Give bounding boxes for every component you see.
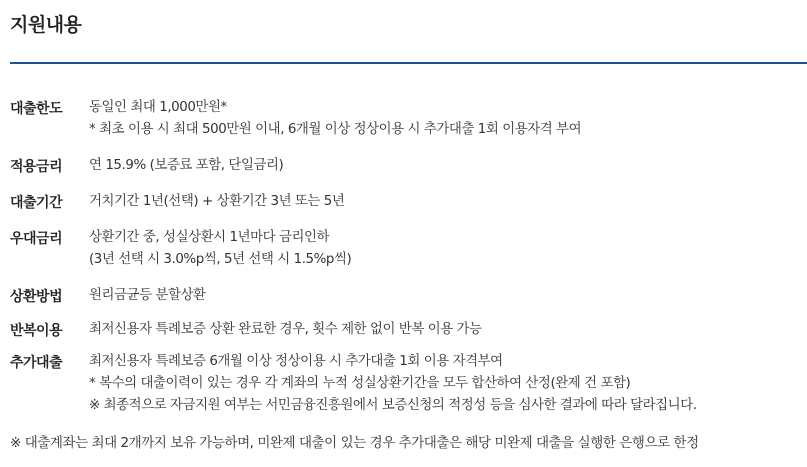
- row-label: 대출한도: [10, 101, 63, 117]
- row-text: 원리금균등 분할상환: [89, 287, 206, 303]
- row-text: 최저신용자 특례보증 상환 완료한 경우, 횟수 제한 없이 반복 이용 가능: [89, 321, 482, 337]
- row-content: [89, 284, 807, 306]
- title-divider: [10, 62, 807, 64]
- footnote: ※ 대출계좌는 최대 2개까지 보유 가능하며, 미완제 대출이 있는 경우 추가대출은 해당 미완제 대출을 실행한 은행으로 한정: [10, 435, 699, 451]
- row-text: 최저신용자 특례보증 6개월 이상 정상이용 시 추가대출 1회 이용 자격부여: [89, 353, 503, 369]
- row-content: [89, 96, 807, 140]
- row-content: [89, 318, 807, 340]
- row-note: * 복수의 대출이력이 있는 경우 각 계좌의 누적 성실상환기간을 모두 합산하여 산정(완제 건 포함): [89, 375, 631, 391]
- row-note: * 최초 이용 시 최대 500만원 이내, 6개월 이상 정상이용 시 추가대출 1회 이용자격 부여: [89, 121, 582, 137]
- row-content: [89, 226, 807, 270]
- row-text: 거치기간 1년(선택) + 상환기간 3년 또는 5년: [89, 193, 345, 209]
- row-content: [89, 190, 807, 212]
- page-title: 지원내용: [10, 14, 82, 36]
- row-label: 상환방법: [10, 289, 63, 305]
- row-label: 적용금리: [10, 159, 63, 175]
- row-text: (3년 선택 시 3.0%p씩, 5년 선택 시 1.5%p씩): [89, 251, 352, 267]
- row-label: 대출기간: [10, 195, 63, 211]
- row-text: 동일인 최대 1,000만원*: [89, 99, 227, 115]
- row-label: 추가대출: [10, 355, 63, 371]
- row-label: 반복이용: [10, 323, 63, 339]
- row-content: [89, 154, 807, 176]
- row-label: 우대금리: [10, 231, 63, 247]
- row-content: [89, 350, 807, 416]
- row-text: 상환기간 중, 성실상환시 1년마다 금리인하: [89, 229, 330, 245]
- row-note: ※ 최종적으로 자금지원 여부는 서민금융진흥원에서 보증신청의 적정성 등을 심사한 결과에 따라 달라집니다.: [89, 397, 697, 413]
- row-text: 연 15.9% (보증료 포함, 단일금리): [89, 157, 284, 173]
